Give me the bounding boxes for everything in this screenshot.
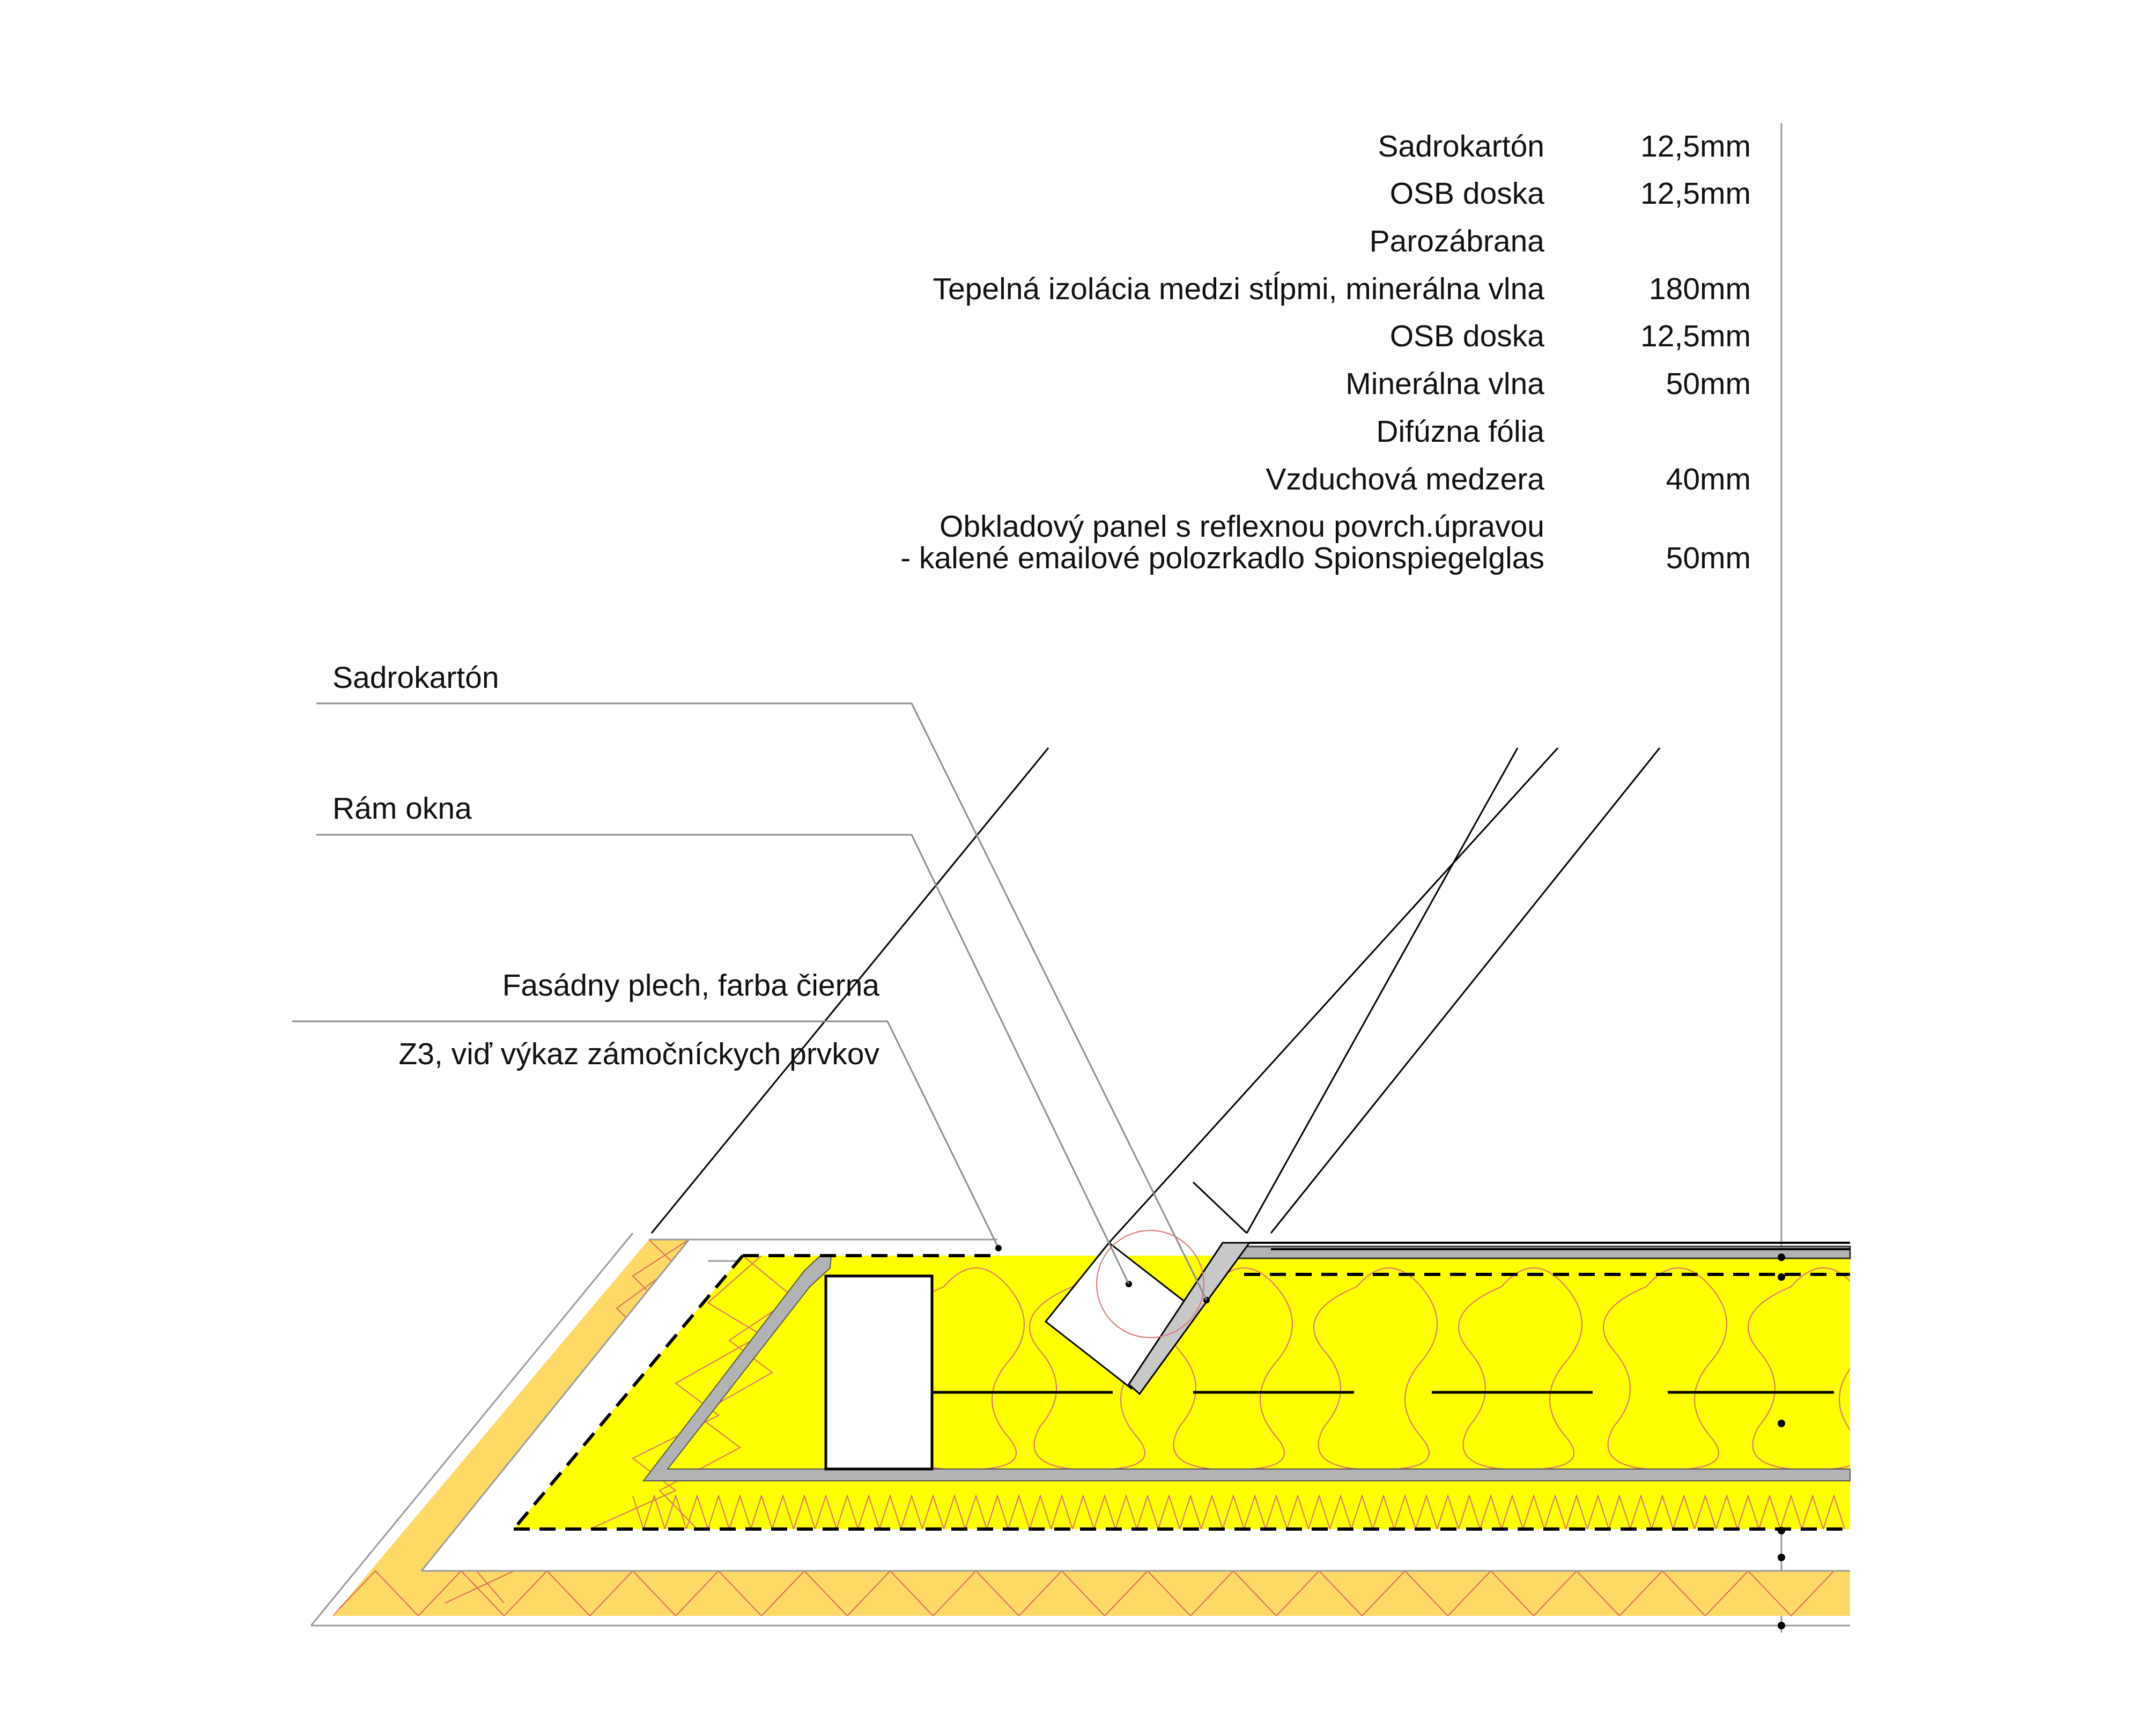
layer-name: Sadrokartón (1378, 129, 1544, 164)
layer-thickness: 50mm (1666, 541, 1751, 575)
callout-sadrokarton: Sadrokartón (332, 661, 499, 695)
layer-name: Parozábrana (1369, 224, 1544, 258)
layer-name: Vzduchová medzera (1266, 462, 1544, 496)
layer-name: Tepelná izolácia medzi stĺpmi, minerálna vlna (933, 272, 1544, 306)
layer-thickness: 40mm (1666, 462, 1751, 496)
layer-legend (900, 129, 1751, 575)
layer-thickness: 50mm (1666, 367, 1751, 401)
layer-name: OSB doska (1389, 319, 1544, 353)
callouts (332, 661, 879, 1071)
layer-name: Obkladový panel s reflexnou povrch.úpravou (939, 509, 1544, 544)
leader-dot (995, 1245, 1002, 1251)
window-frame-block (826, 1276, 932, 1469)
layer-thickness: 12,5mm (1640, 176, 1751, 211)
layer-name: OSB doska (1389, 176, 1544, 211)
layer-thickness: 12,5mm (1640, 129, 1751, 164)
layer-thickness: 12,5mm (1640, 319, 1751, 353)
layer-name: Difúzna fólia (1376, 414, 1544, 449)
layer-name: - kalené emailové polozrkadlo Spionspiegelglas (900, 541, 1544, 575)
callout-fasadny-plech: Fasádny plech, farba čierna (502, 968, 879, 1003)
callout-z3: Z3, viď výkaz zámočníckych prvkov (398, 1037, 879, 1071)
callout-ram-okna: Rám okna (332, 791, 472, 826)
layer-name: Minerálna vlna (1345, 367, 1544, 401)
layer-thickness: 180mm (1648, 272, 1751, 306)
